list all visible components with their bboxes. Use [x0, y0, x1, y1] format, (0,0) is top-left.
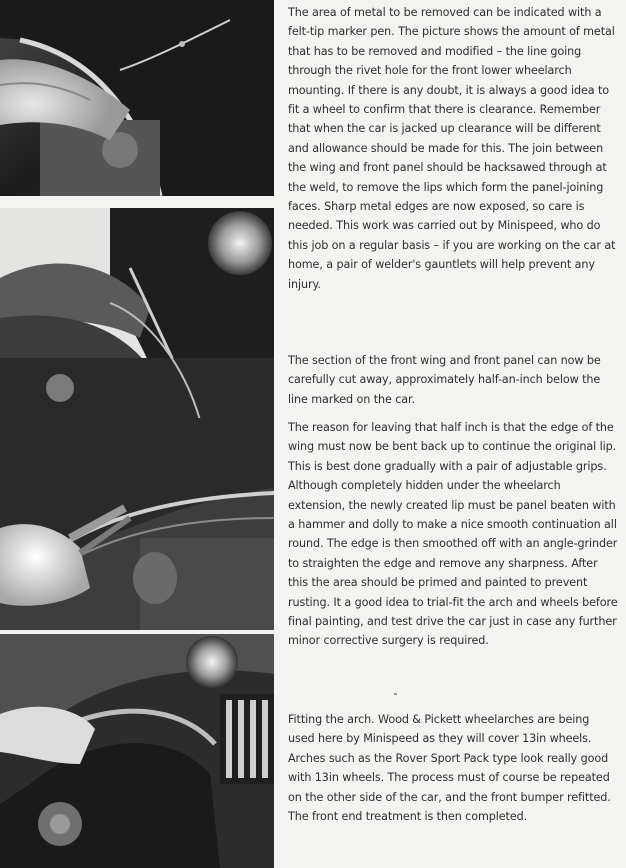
- instruction-paragraph: The section of the front wing and front panel can now be carefully cut away, approximately half-an-inch below the line marked on the car.: [288, 354, 601, 406]
- instruction-paragraph: Fitting the arch. Wood & Pickett wheelarches are being used here by Minispeed as they will cover 13in wheels. Arches such as the Rover Sport Pack type look really good with 13in wheels. The process must of course be repeated on the other side of the car, and the front bumper refitted. The front end treatment is then completed.: [288, 713, 611, 824]
- print-speck: [394, 693, 397, 695]
- photo-cutting-wing: [0, 208, 274, 420]
- instruction-paragraph: The reason for leaving that half inch is that the edge of the wing must now be bent back up to continue the original lip. This is best done gradually with a pair of adjustable grips. Although completely hidden under the wheelarch extension, the newly created lip must be panel beaten with a hammer and dolly to make a nice smooth continuation all round. The edge is then smoothed off with an angle-grinder to straighten the edge and remove any sharpness. After this the area should be primed and painted to prevent rusting. It a good idea to trial-fit the arch and wheels before final painting, and test drive the car just in case any further minor corrective surgery is required.: [288, 421, 618, 648]
- photo-fitting-arch: [0, 634, 274, 868]
- photo-bending-lip: [0, 418, 274, 630]
- instruction-paragraph: The area of metal to be removed can be indicated with a felt-tip marker pen. The picture shows the amount of metal that has to be removed and modified – the line going through the rivet hole for the front lower wheelarch mounting. If there is any doubt, it is always a good idea to fit a wheel to confirm that there is clearance. Remember that when the car is jacked up clearance will be different and allowance should be made for this. The join between the wing and front panel should be hacksawed through at the weld, to remove the lips which form the panel-joining faces. Sharp metal edges are now exposed, so care is needed. This work was carried out by Minispeed, who do this job on a regular basis – if you are working on the car at home, a pair of welder's gauntlets will help prevent any injury.: [288, 6, 616, 291]
- photo-marking-wing: [0, 0, 274, 196]
